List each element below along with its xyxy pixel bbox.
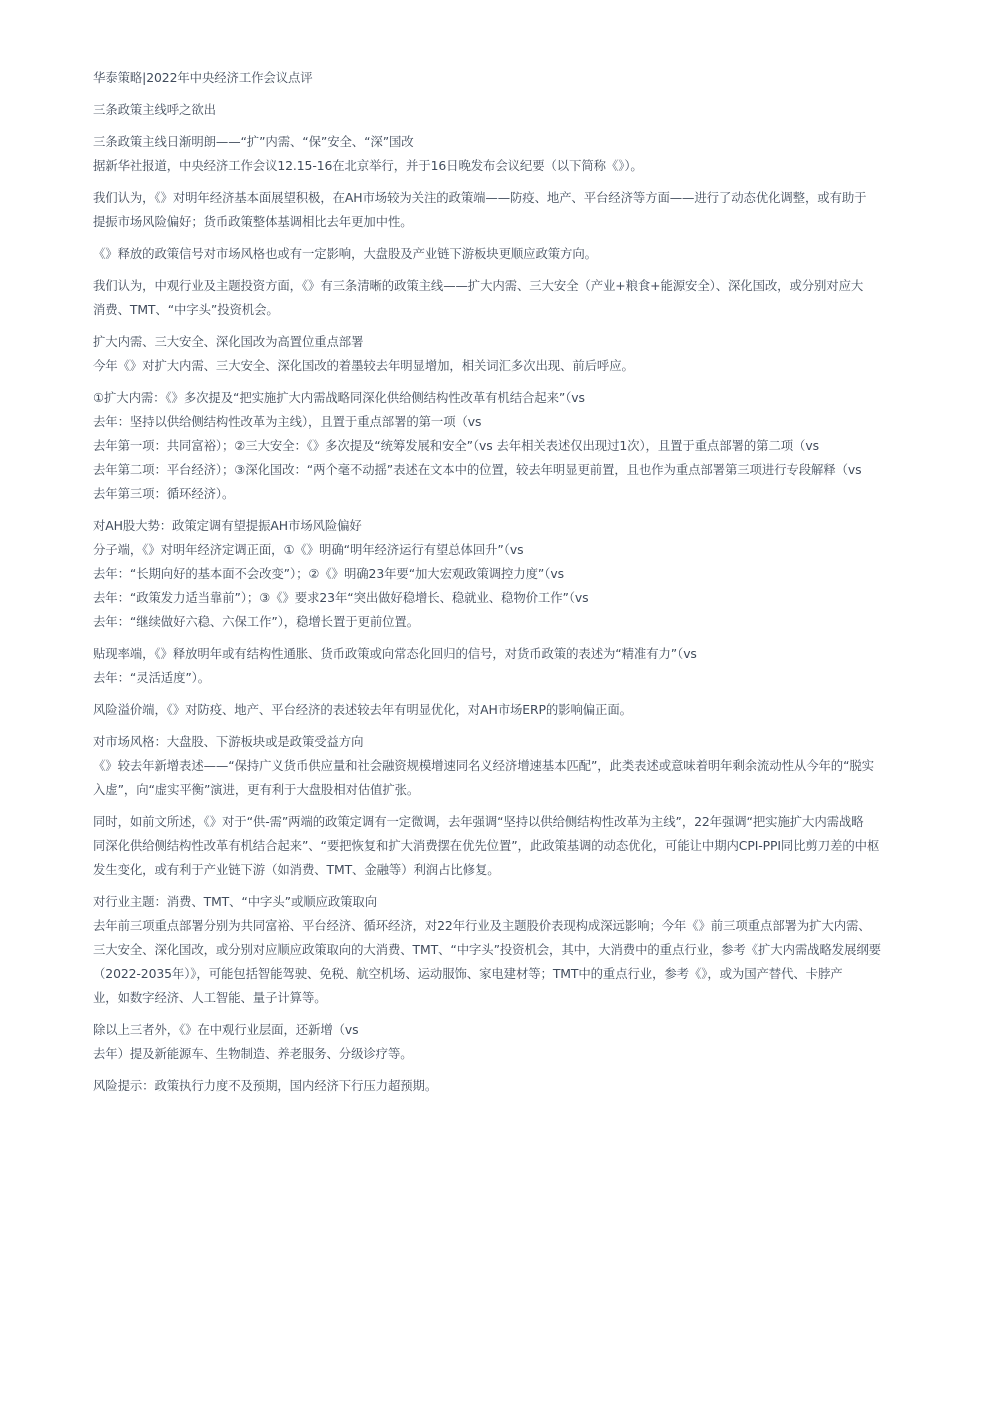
paragraph	[93, 98, 945, 122]
text-line: 三条政策主线呼之欲出	[93, 102, 216, 117]
text-line: 扩大内需、三大安全、深化国改为高置位重点部署	[93, 334, 364, 349]
text-line: 去年：“政策发力适当靠前”）；③《》要求23年“突出做好稳增长、稳就业、稳物价工作”（vs	[93, 590, 589, 605]
paragraph	[93, 730, 945, 802]
text-line: 入虚”，向“虚实平衡”演进，更有利于大盘股相对估值扩张。	[93, 782, 420, 797]
paragraph	[93, 130, 945, 178]
text-line: 《》释放的政策信号对市场风格也或有一定影响，大盘股及产业链下游板块更顺应政策方向。	[93, 246, 597, 261]
paragraph	[93, 186, 945, 234]
text-line: 对AH股大势：政策定调有望提振AH市场风险偏好	[93, 518, 362, 533]
text-line: 提振市场风险偏好；货币政策整体基调相比去年更加中性。	[93, 214, 413, 229]
paragraph	[93, 1018, 945, 1066]
text-line: 对市场风格：大盘股、下游板块或是政策受益方向	[93, 734, 364, 749]
text-line: 除以上三者外，《》在中观行业层面，还新增（vs	[93, 1022, 359, 1037]
text-line: 同时，如前文所述，《》对于“供-需”两端的政策定调有一定微调，去年强调“坚持以供给侧结构性改革为主线”，22年强调“把实施扩大内需战略	[93, 814, 864, 829]
paragraph	[93, 386, 945, 506]
paragraph	[93, 66, 945, 90]
text-line: 《》较去年新增表述——“保持广义货币供应量和社会融资规模增速同名义经济增速基本匹配”，此类表述或意味着明年剩余流动性从今年的“脱实	[93, 758, 874, 773]
text-line: 我们认为，《》对明年经济基本面展望积极，在AH市场较为关注的政策端——防疫、地产、平台经济等方面——进行了动态优化调整，或有助于	[93, 190, 867, 205]
text-line: 去年）提及新能源车、生物制造、养老服务、分级诊疗等。	[93, 1046, 413, 1061]
text-line: 消费、TMT、“中字头”投资机会。	[93, 302, 279, 317]
text-line: 去年第一项：共同富裕）；②三大安全：《》多次提及“统筹发展和安全”（vs 去年相关表述仅出现过1次），且置于重点部署的第二项（vs	[93, 438, 819, 453]
text-line: 今年《》对扩大内需、三大安全、深化国改的着墨较去年明显增加，相关词汇多次出现、前后呼应。	[93, 358, 634, 373]
text-line: 去年第三项：循环经济）。	[93, 486, 235, 501]
text-line: 去年：“长期向好的基本面不会改变”）；②《》明确23年要“加大宏观政策调控力度”（vs	[93, 566, 564, 581]
paragraph	[93, 642, 945, 690]
text-line: ①扩大内需：《》多次提及“把实施扩大内需战略同深化供给侧结构性改革有机结合起来”（vs	[93, 390, 585, 405]
text-line: 去年：“继续做好六稳、六保工作”），稳增长置于更前位置。	[93, 614, 419, 629]
text-line: 去年前三项重点部署分别为共同富裕、平台经济、循环经济，对22年行业及主题股价表现构成深远影响；今年《》前三项重点部署为扩大内需、	[93, 918, 871, 933]
paragraph	[93, 890, 945, 1010]
text-line: 三大安全、深化国改，或分别对应顺应政策取向的大消费、TMT、“中字头”投资机会，其中，大消费中的重点行业，参考《扩大内需战略发展纲要	[93, 942, 881, 957]
text-line: 华泰策略|2022年中央经济工作会议点评	[93, 70, 313, 85]
paragraph	[93, 698, 945, 722]
text-line: 据新华社报道，中央经济工作会议12.15-16在北京举行，并于16日晚发布会议纪要（以下简称《》）。	[93, 158, 643, 173]
text-line: （2022-2035年）》，可能包括智能驾驶、免税、航空机场、运动服饰、家电建材等；TMT中的重点行业，参考《》，或为国产替代、卡脖产	[93, 966, 843, 981]
paragraph	[93, 242, 945, 266]
text-line: 去年：“灵活适度”）。	[93, 670, 211, 685]
text-line: 风险溢价端，《》对防疫、地产、平台经济的表述较去年有明显优化，对AH市场ERP的影响偏正面。	[93, 702, 632, 717]
document-body	[93, 66, 945, 1106]
text-line: 对行业主题：消费、TMT、“中字头”或顺应政策取向	[93, 894, 377, 909]
text-line: 贴现率端，《》释放明年或有结构性通胀、货币政策或向常态化回归的信号，对货币政策的表述为“精准有力”（vs	[93, 646, 697, 661]
text-line: 业，如数字经济、人工智能、量子计算等。	[93, 990, 327, 1005]
text-line: 分子端，《》对明年经济定调正面，①《》明确“明年经济运行有望总体回升”（vs	[93, 542, 524, 557]
paragraph	[93, 810, 945, 882]
text-line: 风险提示：政策执行力度不及预期，国内经济下行压力超预期。	[93, 1078, 438, 1093]
paragraph	[93, 274, 945, 322]
paragraph	[93, 514, 945, 634]
text-line: 同深化供给侧结构性改革有机结合起来”、“要把恢复和扩大消费摆在优先位置”，此政策基调的动态优化，可能让中期内CPI-PPI同比剪刀差的中枢	[93, 838, 880, 853]
text-line: 发生变化，或有利于产业链下游（如消费、TMT、金融等）利润占比修复。	[93, 862, 500, 877]
text-line: 三条政策主线日渐明朗——“扩”内需、“保”安全、“深”国改	[93, 134, 414, 149]
paragraph	[93, 330, 945, 378]
text-line: 我们认为，中观行业及主题投资方面，《》有三条清晰的政策主线——扩大内需、三大安全（产业+粮食+能源安全）、深化国改，或分别对应大	[93, 278, 864, 293]
text-line: 去年第二项：平台经济）；③深化国改：“两个毫不动摇”表述在文本中的位置，较去年明显更前置，且也作为重点部署第三项进行专段解释（vs	[93, 462, 862, 477]
paragraph	[93, 1074, 945, 1098]
text-line: 去年：坚持以供给侧结构性改革为主线），且置于重点部署的第一项（vs	[93, 414, 482, 429]
